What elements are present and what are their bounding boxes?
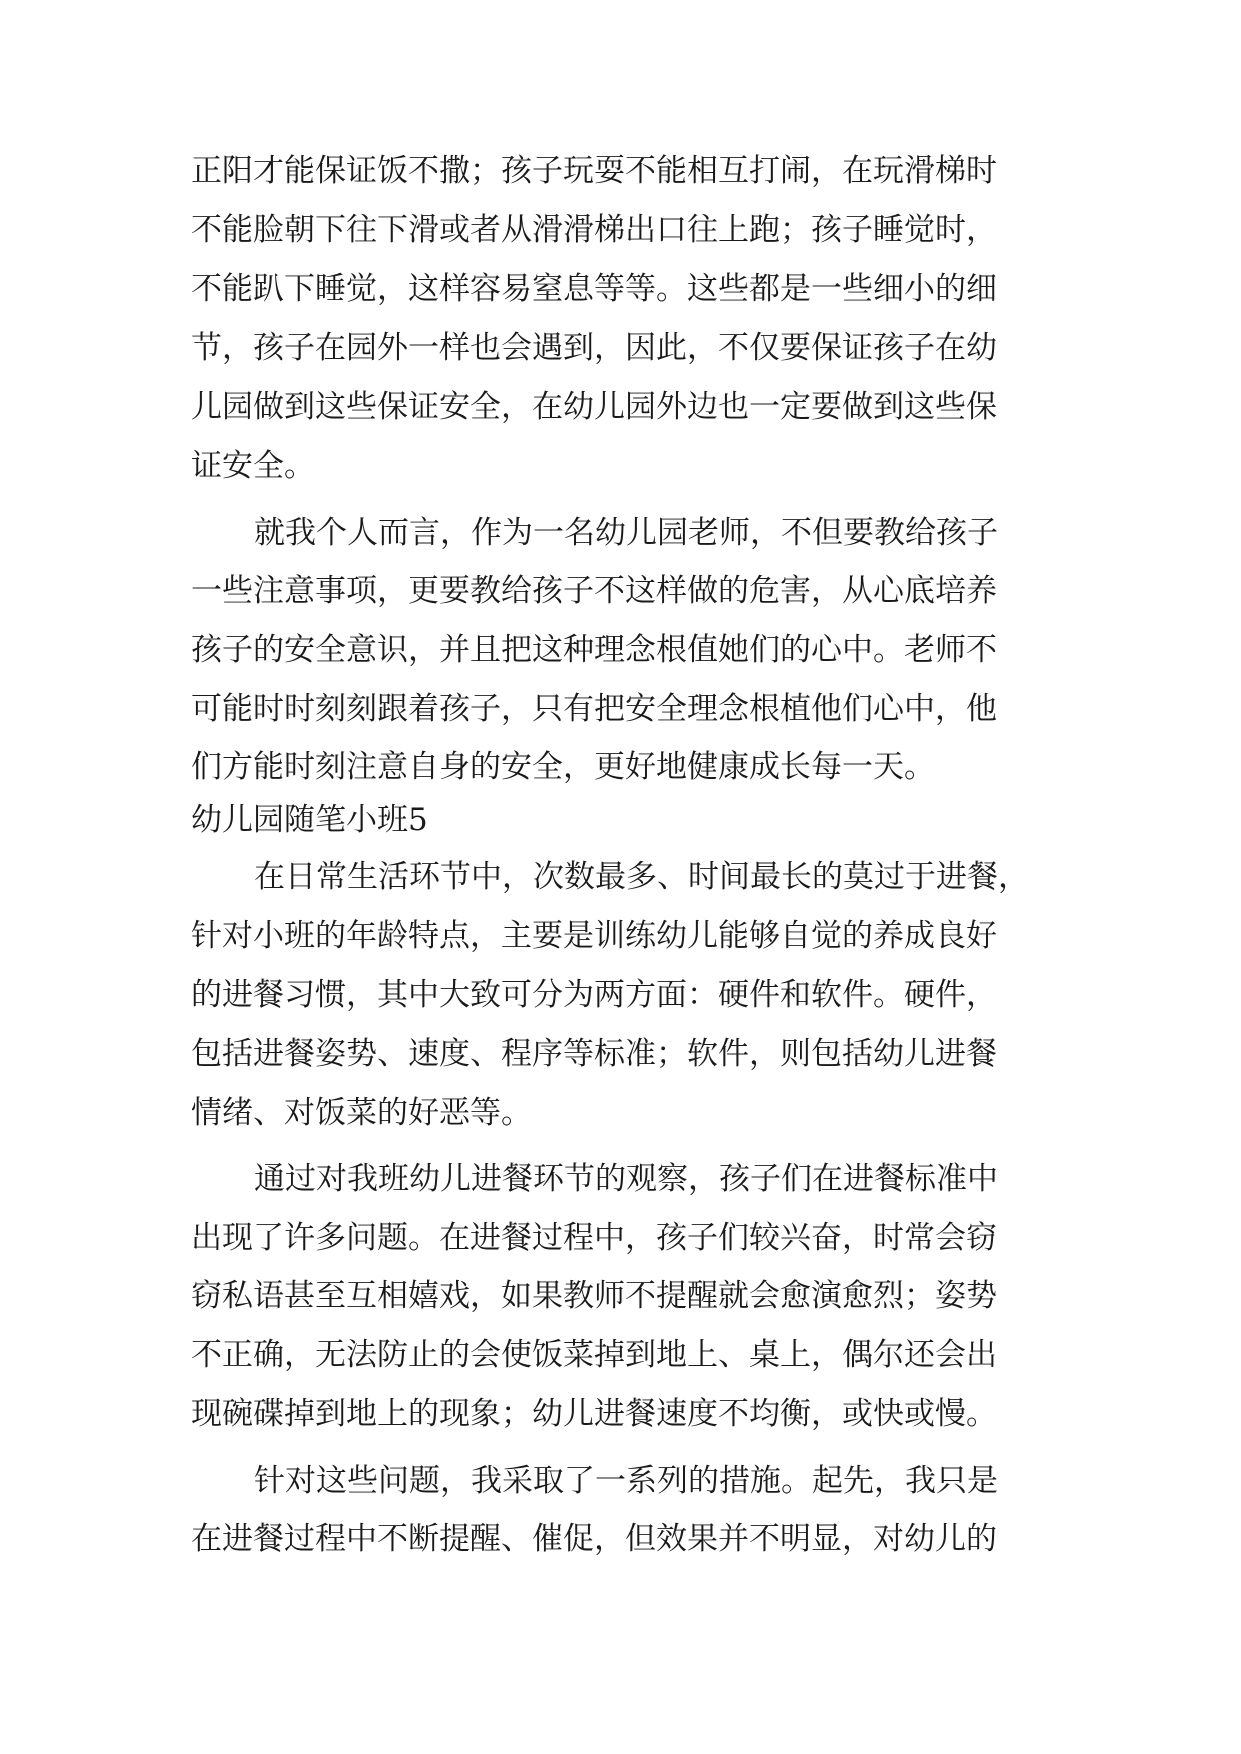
text-line: 不正确，无法防止的会使饭菜掉到地上、桌上，偶尔还会出 xyxy=(191,1337,997,1373)
text-line: 出现了许多问题。在进餐过程中，孩子们较兴奋，时常会窃 xyxy=(191,1220,997,1256)
section-heading: 幼儿园随笔小班5 xyxy=(191,802,428,838)
text-line: 证安全。 xyxy=(191,448,315,484)
text-line: 在进餐过程中不断提醒、催促，但效果并不明显，对幼儿的 xyxy=(191,1521,997,1557)
text-line: 正阳才能保证饭不撒；孩子玩耍不能相互打闹，在玩滑梯时 xyxy=(191,153,997,189)
paragraph-start-line: 针对这些问题，我采取了一系列的措施。起先，我只是 xyxy=(254,1463,998,1499)
text-line: 包括进餐姿势、速度、程序等标准；软件，则包括幼儿进餐 xyxy=(191,1036,997,1072)
text-line: 窃私语甚至互相嬉戏，如果教师不提醒就会愈演愈烈；姿势 xyxy=(191,1278,997,1314)
text-line: 针对小班的年龄特点，主要是训练幼儿能够自觉的养成良好 xyxy=(191,918,997,954)
text-line: 现碗碟掉到地上的现象；幼儿进餐速度不均衡，或快或慢。 xyxy=(191,1396,997,1432)
paragraph-start-line: 通过对我班幼儿进餐环节的观察，孩子们在进餐标准中 xyxy=(254,1161,998,1197)
text-line: 节，孩子在园外一样也会遇到，因此，不仅要保证孩子在幼 xyxy=(191,330,997,366)
text-line: 情绪、对饭菜的好恶等。 xyxy=(191,1095,532,1131)
text-line: 不能脸朝下往下滑或者从滑滑梯出口往上跑；孩子睡觉时， xyxy=(191,212,997,248)
paragraph-start-line: 就我个人而言，作为一名幼儿园老师，不但要教给孩子 xyxy=(254,515,998,551)
text-line: 可能时时刻刻跟着孩子，只有把安全理念根植他们心中，他 xyxy=(191,691,997,727)
text-line: 们方能时刻注意自身的安全，更好地健康成长每一天。 xyxy=(191,749,935,785)
text-line: 不能趴下睡觉，这样容易窒息等等。这些都是一些细小的细 xyxy=(191,271,997,307)
paragraph-start-line: 在日常生活环节中，次数最多、时间最长的莫过于进餐， xyxy=(254,859,1029,895)
text-line: 的进餐习惯，其中大致可分为两方面：硬件和软件。硬件， xyxy=(191,977,997,1013)
text-line: 孩子的安全意识，并且把这种理念根值她们的心中。老师不 xyxy=(191,632,997,668)
text-line: 儿园做到这些保证安全，在幼儿园外边也一定要做到这些保 xyxy=(191,389,997,425)
text-line: 一些注意事项，更要教给孩子不这样做的危害，从心底培养 xyxy=(191,573,997,609)
